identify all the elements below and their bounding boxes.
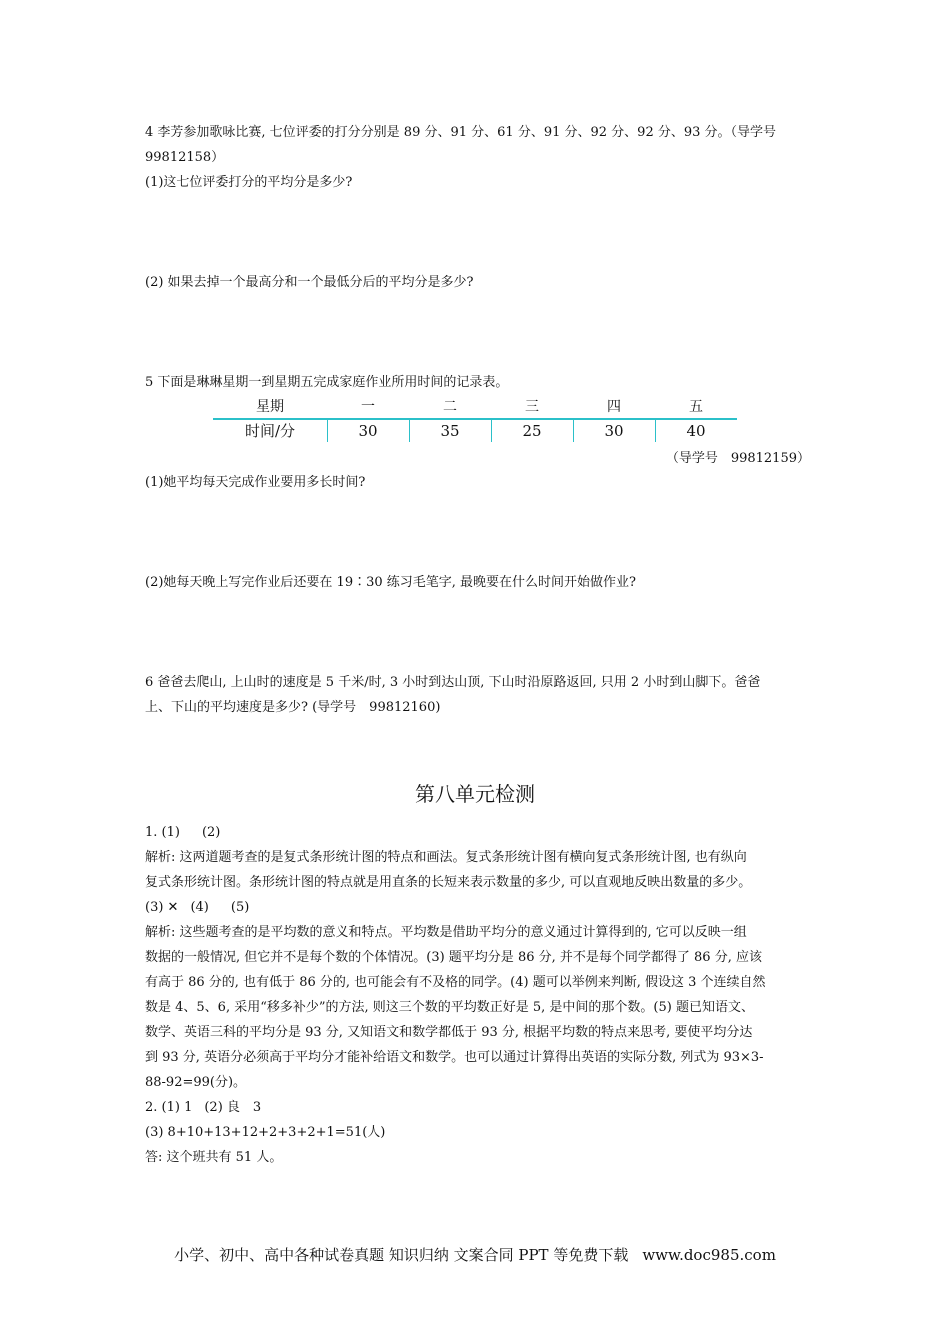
question-5-title: 5 下面是琳琳星期一到星期五完成家庭作业所用时间的记录表。 (145, 375, 509, 390)
section-title: 第八单元检测 (415, 782, 535, 806)
answer-2-part-2: (2) 良 3 (204, 1100, 262, 1115)
question-4-code: 99812158） (145, 150, 225, 165)
question-6-line-2: 上、下山的平均速度是多少? (导学号 99812160) (145, 700, 441, 715)
table-header-cell: 五 (689, 399, 703, 415)
table-header-cell: 星期 (256, 399, 284, 415)
table-row (213, 418, 737, 444)
question-6-line-1: 6 爸爸去爬山, 上山时的速度是 5 千米/时, 3 小时到达山顶, 下山时沿原路返回, 只用 2 小时到山脚下。爸爸 (145, 675, 761, 690)
question-4-part-2: (2) 如果去掉一个最高分和一个最低分后的平均分是多少? (145, 275, 474, 290)
answer-item-3: (3) ✕ (145, 900, 179, 915)
answer-1 (145, 824, 220, 842)
analysis-line: 数是 4、5、6, 采用“移多补少”的方法, 则这三个数的平均数正好是 5, 是中间的那个数。(5) 题已知语文、 (145, 1000, 754, 1015)
answer-1-items (145, 899, 249, 917)
table-header-cell: 一 (361, 399, 375, 415)
table-cell: 40 (686, 422, 706, 440)
analysis-line: 数学、英语三科的平均分是 93 分, 又知语文和数学都低于 93 分, 根据平均数的特点来思考, 要使平均分达 (145, 1025, 753, 1040)
analysis-line: 解析: 这些题考查的是平均数的意义和特点。平均数是借助平均分的意义通过计算得到的, 它可以反映一组 (145, 925, 747, 940)
table-cell: 30 (604, 422, 624, 440)
table-header-cell: 三 (525, 399, 539, 415)
answer-2 (145, 1099, 261, 1117)
answer-2-conclusion: 答: 这个班共有 51 人。 (145, 1150, 283, 1165)
table-cell: 时间/分 (244, 422, 296, 440)
table-cell: 25 (522, 422, 542, 440)
analysis-line: 有高于 86 分的, 也有低于 86 分的, 也可能会有不及格的同学。(4) 题可以举例来判断, 假设这 3 个连续自然 (145, 975, 766, 990)
analysis-line: 88-92=99(分)。 (145, 1075, 247, 1090)
table-header-row (213, 396, 737, 418)
question-4-title: 4 李芳参加歌咏比赛, 七位评委的打分分别是 89 分、91 分、61 分、91 分、92 分、92 分、93 分。（导学号 (145, 125, 777, 140)
analysis-line: 解析: 这两道题考查的是复式条形统计图的特点和画法。复式条形统计图有横向复式条形统计图, 也有纵向 (145, 850, 747, 865)
answer-2-part-1: 2. (1) 1 (145, 1100, 193, 1115)
homework-time-table (213, 396, 737, 444)
answer-1-item-2: (2) (201, 825, 221, 840)
footer-text: 小学、初中、高中各种试卷真题 知识归纳 文案合同 PPT 等免费下载 (174, 1246, 629, 1264)
answer-item-4: (4) (190, 900, 209, 915)
question-5-part-2: (2)她每天晚上写完作业后还要在 19∶30 练习毛笔字, 最晚要在什么时间开始做作业? (145, 575, 636, 590)
table-header-cell: 二 (443, 399, 457, 415)
analysis-line: 复式条形统计图。条形统计图的特点就是用直条的长短来表示数量的多少, 可以直观地反映出数量的多少。 (145, 875, 752, 890)
question-5-ref: （导学号 99812159） (665, 451, 810, 466)
table-cell: 30 (358, 422, 378, 440)
answer-item-5: (5) (230, 900, 250, 915)
question-5-part-1: (1)她平均每天完成作业要用多长时间? (145, 475, 366, 490)
footer-site-link[interactable]: www.doc985.com (642, 1246, 776, 1264)
question-4-part-1: (1)这七位评委打分的平均分是多少? (145, 175, 353, 190)
answer-1-label: 1. (1) (145, 825, 180, 840)
answer-2-part-3: (3) 8+10+13+12+2+3+2+1=51(人) (145, 1125, 386, 1140)
analysis-line: 数据的一般情况, 但它并不是每个数的个体情况。(3) 题平均分是 86 分, 并不是每个同学都得了 86 分, 应该 (145, 950, 762, 965)
table-header-cell: 四 (607, 399, 621, 415)
table-cell: 35 (440, 422, 460, 440)
analysis-line: 到 93 分, 英语分必须高于平均分才能补给语文和数学。也可以通过计算得出英语的实际分数, 列式为 93×3- (145, 1050, 764, 1065)
footer (0, 1244, 950, 1265)
